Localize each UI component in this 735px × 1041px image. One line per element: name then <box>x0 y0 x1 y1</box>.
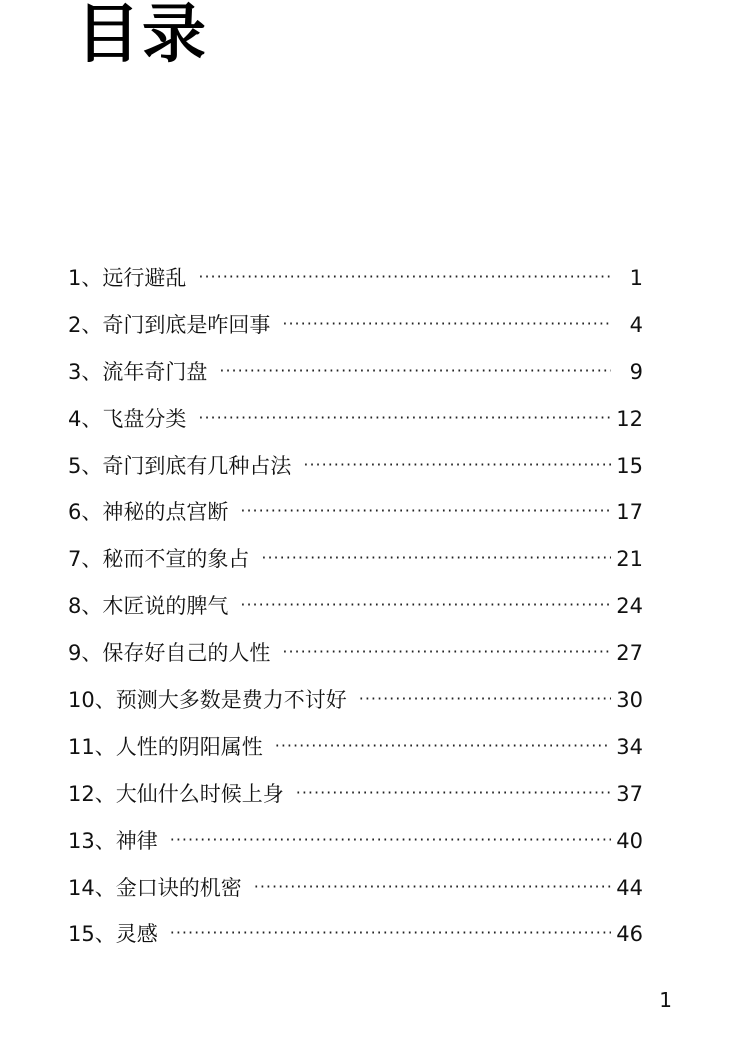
toc-entry-title: 木匠说的脾气 <box>102 594 229 619</box>
toc-entry-title: 保存好自己的人性 <box>102 641 271 666</box>
toc-entry-title: 人性的阴阳属性 <box>115 734 263 759</box>
toc-dot-leader <box>219 351 611 391</box>
toc-entry-page: 15 <box>616 453 643 478</box>
toc-entry-page: 1 <box>629 266 643 290</box>
toc-entry-page: 24 <box>616 594 643 619</box>
toc-entry-number: 11、 <box>68 734 116 759</box>
toc-dot-leader <box>303 445 611 485</box>
toc-entry <box>68 727 643 774</box>
toc-entry-page: 46 <box>616 922 643 947</box>
toc-entry <box>68 868 643 915</box>
toc-dot-leader <box>240 491 611 531</box>
toc-entry-title: 奇门到底有几种占法 <box>102 453 292 478</box>
toc-entry-page: 4 <box>629 312 643 337</box>
toc-entry <box>68 352 643 399</box>
toc-entry-title: 神律 <box>115 828 158 853</box>
toc-entry-title: 预测大多数是费力不讨好 <box>115 688 347 713</box>
toc-entry-title: 神秘的点宫断 <box>102 500 229 525</box>
toc-entry <box>68 774 643 821</box>
toc-entry-page: 21 <box>616 547 643 572</box>
toc-entry-number: 12、 <box>68 781 116 806</box>
toc-dot-leader <box>240 585 611 625</box>
toc-entry <box>68 258 643 305</box>
toc-entry-page: 17 <box>616 500 643 525</box>
toc-entry <box>68 586 643 633</box>
toc-entry-title: 奇门到底是咋回事 <box>102 312 271 337</box>
toc-entry-page: 34 <box>616 734 643 759</box>
toc-entry <box>68 399 643 446</box>
toc-entry-number: 3、 <box>68 359 103 384</box>
table-of-contents <box>68 258 643 961</box>
toc-entry <box>68 821 643 868</box>
toc-entry <box>68 680 643 727</box>
toc-dot-leader <box>275 726 611 766</box>
toc-dot-leader <box>198 257 611 297</box>
toc-dot-leader <box>296 773 611 813</box>
toc-entry-number: 5、 <box>68 453 103 478</box>
toc-entry <box>68 539 643 586</box>
toc-entry-title: 飞盘分类 <box>102 406 187 431</box>
toc-entry-number: 13、 <box>68 828 116 853</box>
toc-dot-leader <box>170 820 611 860</box>
toc-entry-number: 14、 <box>68 875 116 900</box>
toc-entry-title: 金口诀的机密 <box>115 875 242 900</box>
toc-entry-page: 40 <box>616 828 643 853</box>
toc-entry-number: 10、 <box>68 688 116 713</box>
page-title: 目录 <box>76 0 208 72</box>
toc-dot-leader <box>359 679 611 719</box>
toc-entry <box>68 305 643 352</box>
toc-entry <box>68 914 643 961</box>
toc-dot-leader <box>282 304 611 344</box>
toc-entry-page: 12 <box>616 406 643 431</box>
toc-entry-number: 6、 <box>68 500 103 525</box>
toc-entry <box>68 446 643 493</box>
toc-entry-title: 远行避乱 <box>102 266 187 290</box>
toc-entry-title: 大仙什么时候上身 <box>115 781 284 806</box>
toc-entry-page: 44 <box>616 875 643 900</box>
toc-entry-page: 27 <box>616 641 643 666</box>
toc-entry <box>68 492 643 539</box>
toc-entry-number: 9、 <box>68 641 103 666</box>
toc-entry-number: 1、 <box>68 266 103 290</box>
toc-entry-number: 8、 <box>68 594 103 619</box>
toc-entry-number: 2、 <box>68 312 103 337</box>
toc-dot-leader <box>254 867 611 907</box>
toc-entry-number: 4、 <box>68 406 103 431</box>
toc-entry-title: 流年奇门盘 <box>102 359 208 384</box>
toc-dot-leader <box>170 913 611 953</box>
toc-dot-leader <box>198 398 611 438</box>
toc-entry-page: 30 <box>616 688 643 713</box>
toc-entry <box>68 633 643 680</box>
toc-entry-page: 37 <box>616 781 643 806</box>
toc-dot-leader <box>282 632 611 672</box>
toc-entry-page: 9 <box>629 359 643 384</box>
toc-entry-number: 7、 <box>68 547 103 572</box>
toc-entry-title: 秘而不宣的象占 <box>102 547 250 572</box>
toc-dot-leader <box>261 538 611 578</box>
toc-entry-title: 灵感 <box>115 922 158 947</box>
page-number: 1 <box>659 988 672 1012</box>
toc-entry-number: 15、 <box>68 922 116 947</box>
